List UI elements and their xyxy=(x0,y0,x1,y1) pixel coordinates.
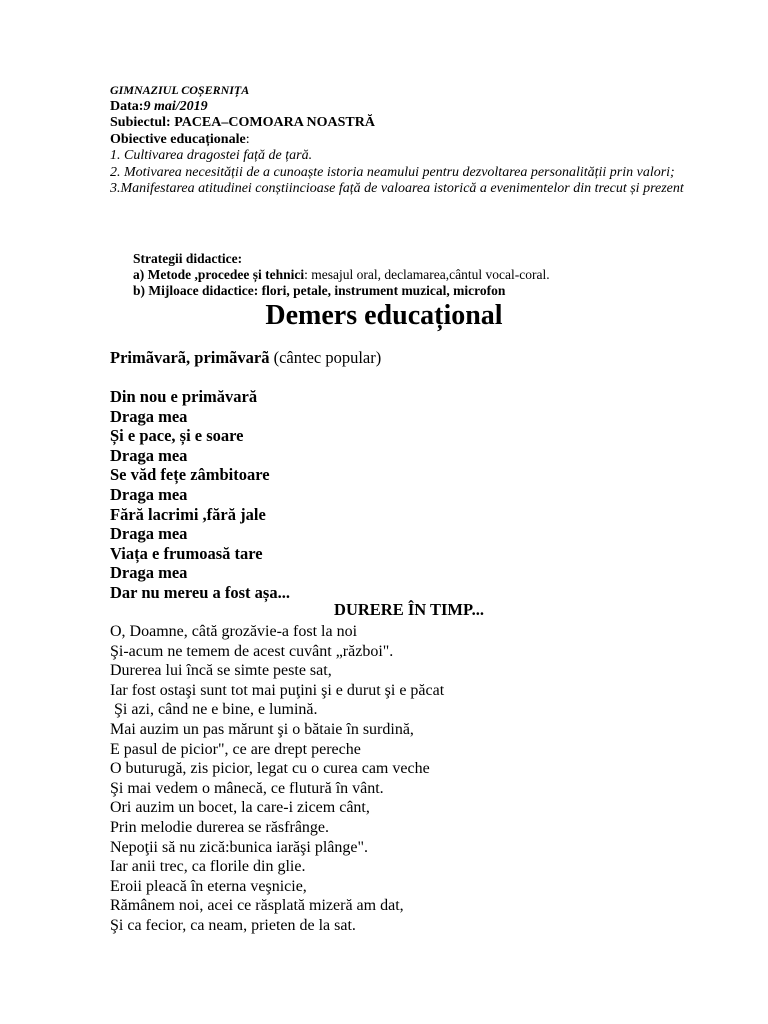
poem-title: DURERE ÎN TIMP... xyxy=(334,600,484,619)
poem-line: Mai auzim un pas mărunt şi o bătaie în surdină, xyxy=(110,720,414,738)
school-name: GIMNAZIUL COȘERNIȚA xyxy=(110,83,250,97)
poem-line: Şi-acum ne temem de acest cuvânt „război". xyxy=(110,642,394,660)
objective-item: 1. Cultivarea dragostei față de țară. xyxy=(110,148,313,163)
song-lyrics xyxy=(110,387,710,603)
lyric-line: Draga mea xyxy=(110,563,188,583)
song-title: Primãvarã, primãvarã xyxy=(110,348,270,367)
lyric-line: Și e pace, și e soare xyxy=(110,426,244,446)
strategies-title: Strategii didactice: xyxy=(133,251,243,266)
methods-label: a) Metode ,procedee și tehnici xyxy=(133,267,305,282)
subject-label: Subiectul: xyxy=(110,115,175,130)
lesson-header xyxy=(110,82,730,198)
lyric-line: Din nou e primăvară xyxy=(110,387,258,406)
lyric-line: Viața e frumoasă tare xyxy=(110,543,263,563)
poem-line: Şi mai vedem o mânecă, ce flutură în vânt. xyxy=(110,779,384,797)
objectives-label: Obiective educaționale xyxy=(110,131,246,147)
poem-line: Prin melodie durerea se răsfrânge. xyxy=(110,818,330,836)
teaching-strategies xyxy=(133,251,693,299)
song-subtitle: (cântec popular) xyxy=(269,348,382,367)
poem-body xyxy=(110,622,730,936)
poem-line: Iar anii trec, ca florile din glie. xyxy=(110,858,306,876)
poem-line: Iar fost ostaşi sunt tot mai puţini şi e durut şi e păcat xyxy=(110,681,445,699)
objectives-heading xyxy=(110,132,730,149)
lyric-line: Draga mea xyxy=(110,406,188,426)
methods-line xyxy=(133,267,693,283)
song-heading xyxy=(110,347,710,369)
lyric-line: Draga mea xyxy=(110,524,188,544)
date-label: Data: xyxy=(110,98,144,114)
poem-line: Eroii pleacă în eterna veşnicie, xyxy=(110,877,307,895)
main-title: Demers educațional xyxy=(265,300,503,331)
poem-line: O buturugă, zis picior, legat cu o curea cam veche xyxy=(110,760,430,778)
subject-value: PACEA–COMOARA NOASTRĂ xyxy=(174,115,375,130)
poem-line: Rămânem noi, acei ce răsplată mizeră am dat, xyxy=(110,897,404,915)
lyric-line: Fără lacrimi ,fără jale xyxy=(110,504,266,524)
objective-item: 2. Motivarea necesității de a cunoaște istoria neamului pentru dezvoltarea personalității prin valori; xyxy=(110,164,675,180)
lyric-line: Draga mea xyxy=(110,445,188,465)
objectives-colon: : xyxy=(245,131,250,147)
poem-line: Şi azi, când ne e bine, e lumină. xyxy=(110,701,318,719)
date-value: 9 mai/2019 xyxy=(143,98,208,114)
poem-line: O, Doamne, câtă grozăvie-a fost la noi xyxy=(110,623,358,640)
methods-value: : mesajul oral, declamarea,cântul vocal-coral. xyxy=(304,267,550,282)
song-title-line xyxy=(110,347,710,369)
objective-item: 3.Manifestarea atitudinei conștiincioase față de valoarea istorică a evenimentelor din trecut și prezent xyxy=(110,181,684,196)
lyric-line: Dar nu mereu a fost așa... xyxy=(110,582,290,602)
lyric-line: Se văd fețe zâmbitoare xyxy=(110,465,270,485)
poem-line: Şi ca fecior, ca neam, prieten de la sat. xyxy=(110,916,356,934)
poem-line: Nepoţii să nu zică:bunica iarăşi plânge". xyxy=(110,838,368,856)
lesson-date xyxy=(110,99,730,116)
poem-line: E pasul de picior", ce are drept pereche xyxy=(110,740,361,758)
means-line: b) Mijloace didactice: flori, petale, instrument muzical, microfon xyxy=(133,283,506,298)
lyric-line: Draga mea xyxy=(110,484,188,504)
poem-line: Durerea lui încă se simte peste sat, xyxy=(110,662,332,680)
lesson-subject xyxy=(110,115,730,132)
poem-line: Ori auzim un bocet, la care-i zicem cânt, xyxy=(110,799,370,817)
